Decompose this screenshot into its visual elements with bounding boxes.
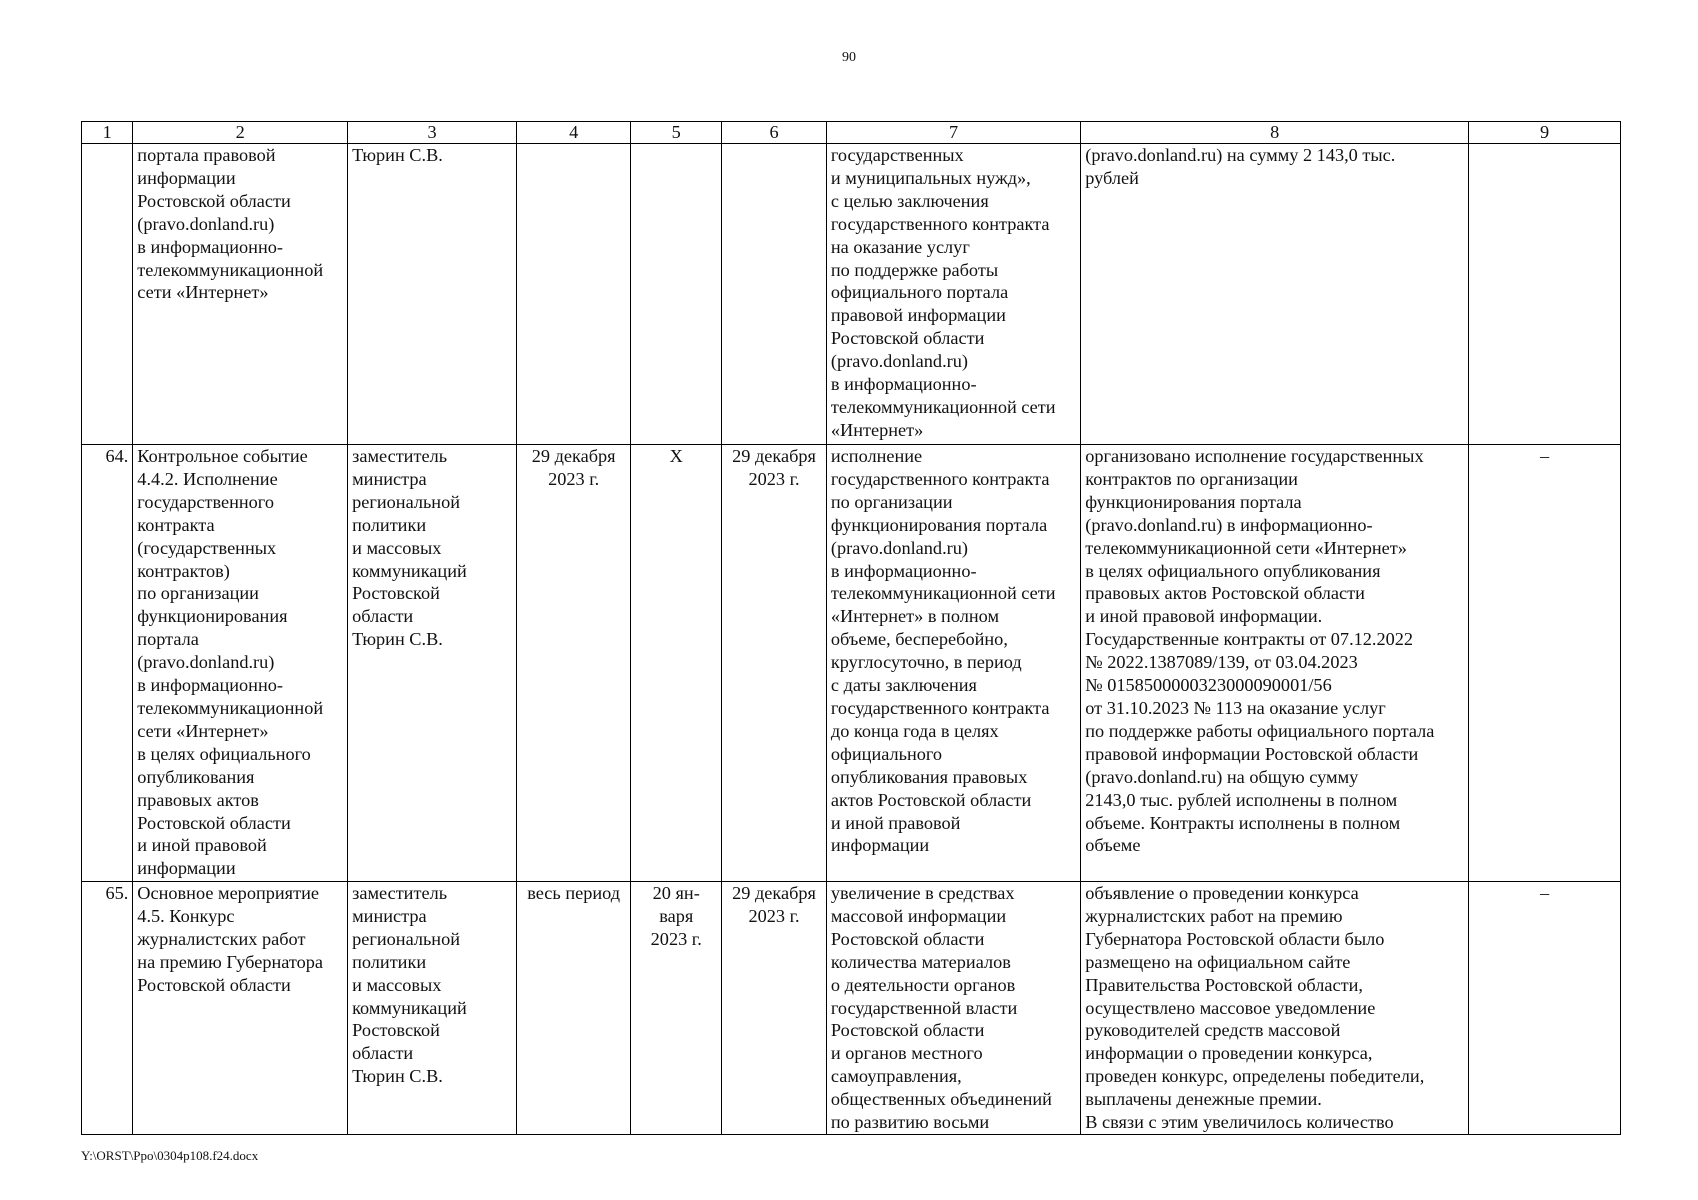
column-header-1: 1 xyxy=(82,122,133,144)
column-header-6: 6 xyxy=(722,122,827,144)
end-date xyxy=(722,144,827,445)
actual-result: (pravo.donland.ru) на сумму 2 143,0 тыс. рублей xyxy=(1081,144,1469,445)
start-date: 20 ян- варя 2023 г. xyxy=(631,882,722,1135)
start-date xyxy=(631,144,722,445)
end-date: 29 декабря 2023 г. xyxy=(722,882,827,1135)
column-header-8: 8 xyxy=(1081,122,1469,144)
column-header-4: 4 xyxy=(516,122,630,144)
actual-result: объявление о проведении конкурса журналистских работ на премию Губернатора Ростовской области было размещено на официальном сайте Правительства Ростовской области, осуществлено массовое уведомление руководителей средств массовой информации о проведении конкурса, проведен конкурс, определены победители, выплачены денежные премии. В связи с этим увеличилось количество xyxy=(1081,882,1469,1135)
plan-date: весь период xyxy=(516,882,630,1135)
responsible-person: заместитель министра региональной политики и массовых коммуникаций Ростовской области Тюрин С.В. xyxy=(348,445,517,882)
event-name: портала правовой информации Ростовской области (pravo.donland.ru) в информационно- телекоммуникационной сети «Интернет» xyxy=(133,144,348,445)
footer-file-path: Y:\ORST\Ppo\0304p108.f24.docx xyxy=(81,1148,259,1163)
note: – xyxy=(1469,882,1621,1135)
column-header-7: 7 xyxy=(826,122,1080,144)
note: – xyxy=(1469,445,1621,882)
column-header-5: 5 xyxy=(631,122,722,144)
page-number: 90 xyxy=(842,50,856,65)
plan-date: 29 декабря 2023 г. xyxy=(516,445,630,882)
header-row xyxy=(82,122,1621,144)
column-header-3: 3 xyxy=(348,122,517,144)
row-number xyxy=(82,144,133,445)
plan-date xyxy=(516,144,630,445)
end-date: 29 декабря 2023 г. xyxy=(722,445,827,882)
table-row xyxy=(82,144,1621,445)
start-date: X xyxy=(631,445,722,882)
event-name: Основное мероприятие 4.5. Конкурс журналистских работ на премию Губернатора Ростовской области xyxy=(133,882,348,1135)
planned-result: увеличение в средствах массовой информации Ростовской области количества материалов о деятельности органов государственной власти Ростовской области и органов местного самоуправления, общественных объединений по развитию восьми xyxy=(826,882,1080,1135)
report-table xyxy=(81,121,1621,1135)
note xyxy=(1469,144,1621,445)
responsible-person: Тюрин С.В. xyxy=(348,144,517,445)
actual-result: организовано исполнение государственных контрактов по организации функционирования портала (pravo.donland.ru) в информационно- телекоммуникационной сети «Интернет» в целях официального опубликования правовых актов Ростовской области и иной правовой информации. Государственные контракты от 07.12.2022 № 2022.1387089/139, от 03.04.2023 № 0158500000323000090001/56 от 31.10.2023 № 113 на оказание услуг по поддержке работы официального портала правовой информации Ростовской области (pravo.donland.ru) на общую сумму 2143,0 тыс. рублей исполнены в полном объеме. Контракты исполнены в полном объеме xyxy=(1081,445,1469,882)
table-row xyxy=(82,445,1621,882)
column-header-2: 2 xyxy=(133,122,348,144)
event-name: Контрольное событие 4.4.2. Исполнение государственного контракта (государственных контрактов) по организации функционирования портала (pravo.donland.ru) в информационно- телекоммуникационной сети «Интернет» в целях официального опубликования правовых актов Ростовской области и иной правовой информации xyxy=(133,445,348,882)
column-header-9: 9 xyxy=(1469,122,1621,144)
row-number: 64. xyxy=(82,445,133,882)
planned-result: исполнение государственного контракта по организации функционирования портала (pravo.donland.ru) в информационно- телекоммуникационной сети «Интернет» в полном объеме, бесперебойно, круглосуточно, в период с даты заключения государственного контракта до конца года в целях официального опубликования правовых актов Ростовской области и иной правовой информации xyxy=(826,445,1080,882)
table-row xyxy=(82,882,1621,1135)
responsible-person: заместитель министра региональной политики и массовых коммуникаций Ростовской области Тюрин С.В. xyxy=(348,882,517,1135)
row-number: 65. xyxy=(82,882,133,1135)
planned-result: государственных и муниципальных нужд», с целью заключения государственного контракта на оказание услуг по поддержке работы официального портала правовой информации Ростовской области (pravo.donland.ru) в информационно- телекоммуникационной сети «Интернет» xyxy=(826,144,1080,445)
